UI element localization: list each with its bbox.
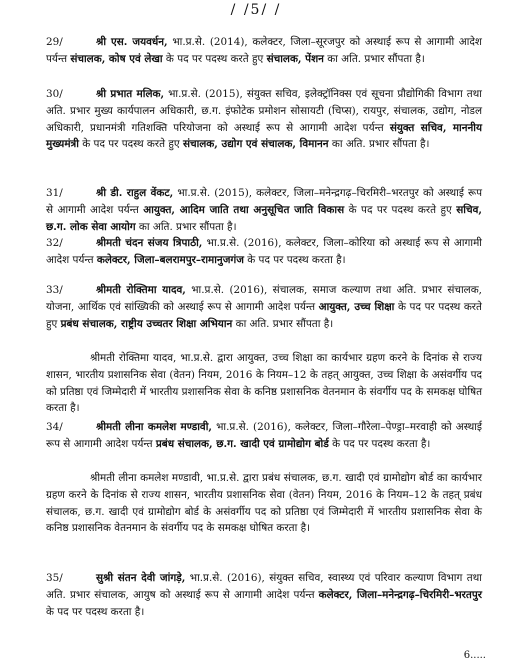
entry-number: 31/ [46,187,63,199]
entry-33 [46,282,482,332]
entry-text: भा.प्र.से. (2014), कलेक्टर, जिला–सूरजपुर को अस्थाई रूप से आगामी आदेश पर्यन्त [46,36,482,65]
entry-text: के पद पर पदस्थ करता है। [328,437,431,450]
entry-text: के पद पर पदस्थ करते हुए [78,138,183,151]
entry-31 [46,185,482,235]
entry-text: के पद पर पदस्थ करता है। [243,253,346,266]
entry-number: 32/ [46,237,63,249]
entry-text: भा.प्र.से. (2016), संचालक, समाज कल्याण तथा अति. प्रभार संचालक, योजना, आर्थिक एवं सांख्यिकी को अस्थाई रूप से आगामी आदेश पर्यन्त [46,284,482,313]
entry-number: 35/ [46,572,63,584]
note-34: श्रीमती लीना कमलेश मण्डावी, भा.प्र.से. द्वारा प्रबंध संचालक, छ.ग. खादी एवं ग्रामोद्योग बोर्ड का कार्यभार ग्रहण करने के दिनांक से राज्य शासन, भारतीय प्रशासनिक सेवा (वेतन) नियम, 2016 के नियम–12 के तहत् प्रबंध संचालक, छ.ग. खादी एवं ग्रामोद्योग बोर्ड के असंवर्गीय पद को प्रतिष्ठा एवं जिम्मेदारी में भारतीय प्रशासनिक सेवा के कनिष्ठ प्रशासनिक वेतनमान के संवर्गीय पद के समकक्ष घोषित करता है। [46,472,482,535]
entry-number: 33/ [46,284,63,296]
officer-name: श्रीमती लीना कमलेश मण्डावी, [96,421,213,433]
entry-text: का अति. प्रभार सौंपता है। [323,52,425,65]
posting-title: संचालक, कोष एवं लेखा [70,52,163,65]
entry-34 [46,419,482,453]
additional-charge: संचालक, उद्योग एवं संचालक, विमानन [182,138,329,151]
officer-name: श्री एस. जयवर्धन, [96,36,168,48]
additional-charge: प्रबंध संचालक, राष्ट्रीय उच्चतर शिक्षा अभियान [60,317,233,330]
note-33: श्रीमती रोक्तिमा यादव, भा.प्र.से. द्वारा आयुक्त, उच्च शिक्षा का कार्यभार ग्रहण करने के दिनांक से राज्य शासन, भारतीय प्रशासनिक सेवा (वेतन) नियम, 2016 के नियम–12 के तहत् आयुक्त, उच्च शिक्षा के असंवर्गीय पद को प्रतिष्ठा एवं जिम्मेदारी में भारतीय प्रशासनिक सेवा के कनिष्ठ प्रशासनिक वेतनमान के संवर्गीय पद के समकक्ष घोषित करता है। [46,352,482,415]
posting-title: कलेक्टर, जिला–बलरामपुर–रामानुजगंज [96,253,244,266]
page-header: / /5/ / [230,2,282,18]
entry-text: भा.प्र.से. (2015), कलेक्टर, जिला–मनेन्द्रगढ़–चिरमिरी–भरतपुर को अस्थाई रूप से आगामी आदेश पर्यन्त [46,187,482,216]
additional-charge: सचिव, छ.ग. लोक सेवा आयोग [46,203,482,233]
entry-29 [46,34,482,68]
entry-30 [46,86,482,153]
posting-title: आयुक्त, उच्च शिक्षा [318,300,395,313]
entry-35 [46,570,482,620]
entry-text: के पद पर पदस्थ करते हुए [344,203,457,216]
entry-text: का अति. प्रभार सौंपता है। [135,220,237,233]
entry-text: का अति. प्रभार सौंपता है। [232,317,334,330]
posting-title: कलेक्टर, जिला–मनेन्द्रगढ़–चिरमिरी–भरतपुर [318,588,482,601]
entry-text: के पद पर पदस्थ करते हुए [162,52,267,65]
entry-text: का अति. प्रभार सौंपता है। [328,138,430,151]
posting-title: संयुक्त सचिव, माननीय मुख्यमंत्री [46,121,482,151]
posting-title: प्रबंध संचालक, छ.ग. खादी एवं ग्रामोद्योग बोर्ड [155,437,329,450]
entry-number: 34/ [46,421,63,433]
officer-name: श्री प्रभात मलिक, [96,88,165,100]
officer-name: श्रीमती चंदन संजय त्रिपाठी, [96,237,203,249]
entry-text: भा.प्र.से. (2016), कलेक्टर, जिला–गौरेला–पेण्ड्रा–मरवाही को अस्थाई रूप से आगामी आदेश पर्यन्त [46,421,482,450]
entry-number: 29/ [46,36,63,48]
entry-text: भा.प्र.से. (2016), कलेक्टर, जिला–कोरिया को अस्थाई रूप से आगामी आदेश पर्यन्त [46,237,482,266]
next-page-marker: 6..... [463,650,486,661]
officer-name: श्रीमती रोक्तिमा यादव, [96,284,186,296]
additional-charge: संचालक, पेंशन [266,52,324,65]
officer-name: सुश्री संतन देवी जांगड़े, [96,572,186,584]
entry-text: भा.प्र.से. (2015), संयुक्त सचिव, इलेक्ट्रॉनिक्स एवं सूचना प्रौद्योगिकी विभाग तथा अति. प्रभार मुख्य कार्यपालन अधिकारी, छ.ग. इंफोटेक प्रमोशन सोसायटी (चिप्स), रायपुर, संचालक, उद्योग, नोडल अधिकारी, प्रधानमंत्री गतिशक्ति परियोजना को अस्थाई रूप से आगामी आदेश पर्यन्त [46,88,482,134]
entry-number: 30/ [46,88,63,100]
entry-text: भा.प्र.से. (2016), संयुक्त सचिव, स्वास्थ्य एवं परिवार कल्याण विभाग तथा अति. प्रभार संचालक, आयुष को अस्थाई रूप से आगामी आदेश पर्यन्त [46,572,482,601]
officer-name: श्री डी. राहुल वेंकट, [96,187,174,199]
entry-32 [46,235,482,269]
posting-title: आयुक्त, आदिम जाति तथा अनुसूचित जाति विकास [143,203,345,216]
entry-text: के पद पर पदस्थ करता है। [46,605,145,618]
entry-text: के पद पर पदस्थ करते हुए [46,300,482,330]
